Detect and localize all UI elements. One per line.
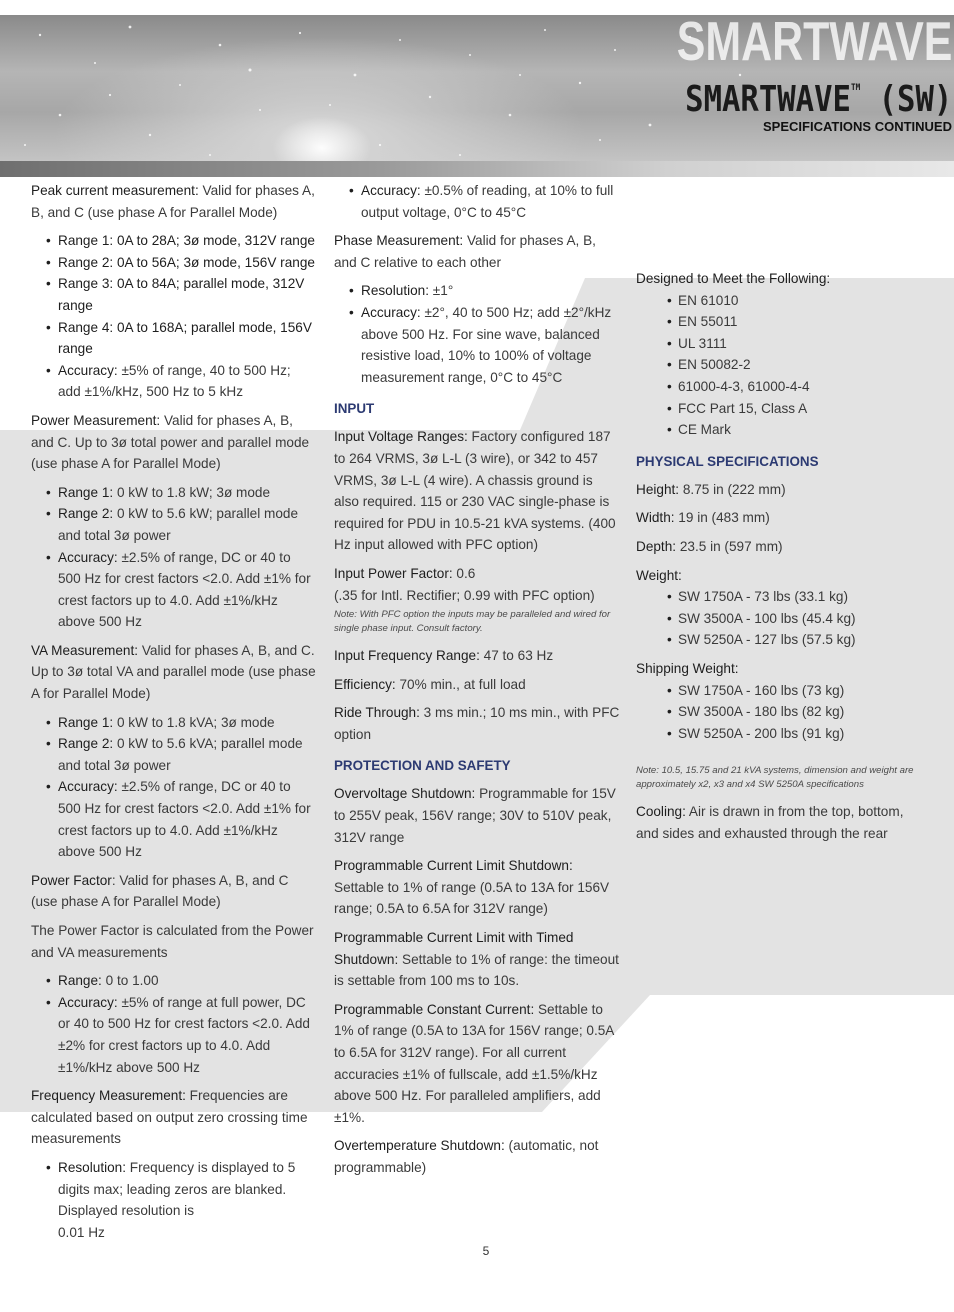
ride-through-paragraph xyxy=(334,702,621,745)
list-item: • EN 61010 xyxy=(636,290,926,312)
freq-list xyxy=(31,1157,316,1243)
va-paragraph xyxy=(31,640,316,705)
height-label: Height: xyxy=(636,481,680,497)
pcc-text: Settable to 1% of range (0.5A to 13A for 156V range; 0.5A to 6.5A for 312V range). For all current accuracies ±1% of fullscale, add ±1.5%/kHz above 500 Hz. For paralleled amplifiers, add ±1%. xyxy=(334,1001,614,1125)
pcc-label: Programmable Constant Current: xyxy=(334,1001,535,1017)
header-band xyxy=(0,161,954,177)
ifr-label: Input Frequency Range: xyxy=(334,648,480,664)
list-item xyxy=(31,503,316,546)
freq-text: Frequencies are calculated based on output zero crossing time measurements xyxy=(31,1088,308,1147)
ipf-text: 0.6 xyxy=(452,565,476,581)
list-item: • EN 55011 xyxy=(636,311,926,333)
freq-accuracy-list xyxy=(334,180,621,223)
brand-large: SMARTWAVE xyxy=(676,15,952,72)
ipf-label: Input Power Factor: xyxy=(334,565,453,581)
accuracy-text: ±5% of range, 40 to 500 Hz; add ±1%/kHz, 500 Hz to 5 kHz xyxy=(58,362,291,400)
list-item: • SW 1750A - 73 lbs (33.1 kg) xyxy=(636,586,926,608)
va-label: VA Measurement: xyxy=(31,642,139,658)
list-item xyxy=(31,547,316,633)
list-item xyxy=(31,482,316,504)
width-paragraph xyxy=(636,507,926,529)
input-pf-paragraph xyxy=(334,563,621,606)
weight-list xyxy=(636,586,926,651)
protection-heading: PROTECTION AND SAFETY xyxy=(334,758,511,774)
list-item: • Range 2: 0A to 56A; 3ø mode, 156V range xyxy=(31,252,316,274)
ivr-label: Input Voltage Ranges: xyxy=(334,429,468,445)
list-item: • CE Mark xyxy=(636,419,926,441)
brand-title xyxy=(685,79,952,120)
brand-small-text: SMARTWAVE xyxy=(684,79,851,120)
power-list xyxy=(31,482,316,633)
ivr-text: Factory configured 187 to 264 VRMS, 3ø L-L (3 wire), or 342 to 457 VRMS, 3ø L-L (4 wire). A chassis ground is also required. 115 or 230 VAC single-phase is required for PDU in 10.5-21 kVA systems. (400 Hz input allowed with PFC option) xyxy=(334,429,616,553)
list-item: • SW 1750A - 160 lbs (73 kg) xyxy=(636,680,926,702)
header-banner xyxy=(0,15,954,177)
physical-heading: PHYSICAL SPECIFICATIONS xyxy=(636,453,819,469)
trademark: TM xyxy=(850,83,860,93)
range1-label: Range 1: xyxy=(58,484,114,500)
power-text: Valid for phases A, B, and C. Up to 3ø total power and parallel mode (use phase A for Parallel Mode) xyxy=(31,412,310,472)
standards-list xyxy=(636,290,926,441)
accuracy-label: Accuracy: xyxy=(58,549,118,565)
va-text: Valid for phases A, B, and C. Up to 3ø total VA and parallel mode (use phase A for Parallel Mode) xyxy=(31,642,316,702)
freq-label: Frequency Measurement: xyxy=(31,1088,186,1104)
constant-current-paragraph xyxy=(334,999,621,1129)
range2-label: Range 2: xyxy=(58,736,114,752)
weight-heading: Weight: xyxy=(636,567,682,583)
list-item: • SW 3500A - 100 lbs (45.4 kg) xyxy=(636,608,926,630)
range1-text: 0 kW to 1.8 kW; 3ø mode xyxy=(113,484,271,500)
pcls-text: Settable to 1% of range (0.5A to 13A for 156V range; 0.5A to 6.5A for 312V range) xyxy=(334,879,610,917)
list-item: • UL 3111 xyxy=(636,333,926,355)
brand-suffix: (SW) xyxy=(859,79,952,120)
accuracy-label: Accuracy: xyxy=(58,779,118,795)
accuracy-text: ±2.5% of range, DC or 40 to 500 Hz for crest factors <2.0. Add ±1% for crest factors up to 4.0. Add ±1%/kHz above 500 Hz xyxy=(58,549,311,630)
pf-text: : Valid for phases A, B, and C (use phase A for Parallel Mode) xyxy=(31,872,289,910)
current-limit-paragraph xyxy=(334,855,621,920)
page-number: 5 xyxy=(482,1244,490,1258)
list-item xyxy=(334,180,621,223)
ovs-label: Overvoltage Shutdown: xyxy=(334,786,476,802)
pf-calc-paragraph: The Power Factor is calculated from the Power and VA measurements xyxy=(31,923,314,960)
accuracy-label: Accuracy: xyxy=(58,994,118,1010)
list-item xyxy=(334,280,621,302)
list-item xyxy=(31,992,316,1078)
list-item xyxy=(31,712,316,734)
pf-label: Power Factor xyxy=(31,872,112,888)
list-item: • 61000-4-3, 61000-4-4 xyxy=(636,376,926,398)
accuracy-text: ±0.5% of reading, at 10% to full output voltage, 0°C to 45°C xyxy=(361,183,614,220)
depth-paragraph xyxy=(636,536,926,558)
resolution-text: Frequency is displayed to 5 digits max; leading zeros are blanked. Displayed resolution is xyxy=(58,1159,296,1219)
list-item xyxy=(31,776,316,862)
va-list xyxy=(31,712,316,863)
phase-text: Valid for phases A, B, and C relative to each other xyxy=(334,233,596,270)
list-item: • SW 5250A - 200 lbs (91 kg) xyxy=(636,723,926,745)
ots-text: (automatic, not programmable) xyxy=(334,1138,599,1175)
designed-heading: Designed to Meet the Following: xyxy=(636,271,831,286)
list-item xyxy=(31,970,316,992)
ipf-text2: (.35 for Intl. Rectifier; 0.99 with PFC option) xyxy=(334,587,595,603)
list-item: • FCC Part 15, Class A xyxy=(636,398,926,420)
width-label: Width: xyxy=(636,510,675,526)
column-1 xyxy=(31,180,316,1250)
accuracy-label: Accuracy: xyxy=(361,183,421,198)
frequency-paragraph xyxy=(31,1085,316,1150)
height-text: 8.75 in (222 mm) xyxy=(679,481,786,497)
column-2 xyxy=(334,180,621,1186)
list-item: • Range 4: 0A to 168A; parallel mode, 156V range xyxy=(31,317,316,360)
list-item: • Range 3: 0A to 84A; parallel mode, 312V range xyxy=(31,273,316,316)
ipf-note: Note: With PFC option the inputs may be paralleled and wired for single phase input. Consult factory. xyxy=(334,609,611,634)
input-voltage-paragraph xyxy=(334,426,621,556)
range1-text: 0 kW to 1.8 kVA; 3ø mode xyxy=(113,714,275,730)
range2-text: 0 kW to 5.6 kVA; parallel mode and total 3ø power xyxy=(58,736,303,773)
peak-text: Valid for phases A, B, and C (use phase A for Parallel Mode) xyxy=(31,183,315,220)
list-item: • SW 3500A - 180 lbs (82 kg) xyxy=(636,701,926,723)
phase-list xyxy=(334,280,621,388)
range1-label: Range 1: xyxy=(58,714,114,730)
subtitle: SPECIFICATIONS CONTINUED xyxy=(763,119,952,134)
resolution-value: 0.01 Hz xyxy=(58,1224,105,1240)
list-item xyxy=(31,1157,316,1243)
shipping-weight-heading: Shipping Weight: xyxy=(636,660,739,676)
efficiency-paragraph xyxy=(334,674,621,696)
ots-label: Overtemperature Shutdown: xyxy=(334,1138,505,1154)
list-item: • SW 5250A - 127 lbs (57.5 kg) xyxy=(636,629,926,651)
cooling-label: Cooling: xyxy=(636,804,686,820)
phase-paragraph xyxy=(334,230,621,273)
overtemperature-paragraph xyxy=(334,1135,621,1178)
list-item xyxy=(31,360,316,403)
overvoltage-paragraph xyxy=(334,783,621,848)
power-factor-paragraph xyxy=(31,870,316,913)
pclt-text: Settable to 1% of range: the timeout is settable from 100 ms to 10s. xyxy=(334,951,619,989)
shipping-weight-list xyxy=(636,680,926,745)
accuracy-label: Accuracy: xyxy=(361,304,421,320)
list-item: • EN 50082-2 xyxy=(636,354,926,376)
depth-label: Depth: xyxy=(636,538,677,554)
range2-text: 0 kW to 5.6 kW; parallel mode and total 3ø power xyxy=(58,506,299,543)
range-text: 0 to 1.00 xyxy=(101,973,159,989)
input-heading: INPUT xyxy=(334,401,375,417)
cooling-paragraph xyxy=(636,801,926,844)
list-item xyxy=(334,302,621,388)
dimension-note: Note: 10.5, 15.75 and 21 kVA systems, dimension and weight are approximately x2, x3 and x4 SW 5250A specifications xyxy=(636,765,914,790)
ride-text: 3 ms min.; 10 ms min., with PFC option xyxy=(334,705,620,742)
eff-label: Efficiency: xyxy=(334,676,396,692)
accuracy-label: Accuracy: xyxy=(58,362,118,378)
input-frequency-paragraph xyxy=(334,645,621,667)
pf-list xyxy=(31,970,316,1078)
column-3 xyxy=(636,268,926,851)
depth-text: 23.5 in (597 mm) xyxy=(676,538,783,554)
peak-range-list xyxy=(31,230,316,403)
resolution-label: Resolution: xyxy=(58,1159,127,1175)
cooling-text: Air is drawn in from the top, bottom, and sides and exhausted through the rear xyxy=(636,804,904,841)
peak-current-paragraph xyxy=(31,180,316,223)
timed-shutdown-paragraph xyxy=(334,927,621,992)
resolution-text: ±1° xyxy=(429,283,454,299)
ovs-text: Programmable for 15V to 255V peak, 156V range; 30V to 510V peak, 312V range xyxy=(334,786,616,845)
ride-label: Ride Through: xyxy=(334,705,420,721)
list-item: • Range 1: 0A to 28A; 3ø mode, 312V range xyxy=(31,230,316,252)
range2-label: Range 2: xyxy=(58,506,114,522)
accuracy-text: ±2.5% of range, DC or 40 to 500 Hz for crest factors <2.0. Add ±1% for crest factors up to 4.0. Add ±1%/kHz above 500 Hz xyxy=(58,779,311,860)
eff-text: 70% min., at full load xyxy=(395,676,526,692)
pcls-label: Programmable Current Limit Shutdown: xyxy=(334,858,573,874)
power-paragraph xyxy=(31,410,316,475)
resolution-label: Resolution: xyxy=(361,283,430,299)
phase-label: Phase Measurement: xyxy=(334,233,464,249)
accuracy-text: ±5% of range at full power, DC or 40 to 500 Hz for crest factors <2.0. Add ±2% for crest factors up to 4.0. Add ±1%/kHz above 500 Hz xyxy=(58,994,310,1075)
ifr-text: 47 to 63 Hz xyxy=(479,648,554,664)
height-paragraph xyxy=(636,479,926,501)
range-label: Range: xyxy=(58,973,102,989)
accuracy-text: ±2°, 40 to 500 Hz; add ±2°/kHz above 500 Hz. For sine wave, balanced resistive load, 10% to 100% of voltage measurement range, 0°C to 45°C xyxy=(361,304,612,385)
peak-label: Peak current measurement: xyxy=(31,183,199,198)
power-label: Power Measurement: xyxy=(31,412,161,428)
list-item xyxy=(31,733,316,776)
pclt-label: Programmable Current Limit with Timed Shutdown: xyxy=(334,930,574,967)
width-text: 19 in (483 mm) xyxy=(674,510,770,526)
